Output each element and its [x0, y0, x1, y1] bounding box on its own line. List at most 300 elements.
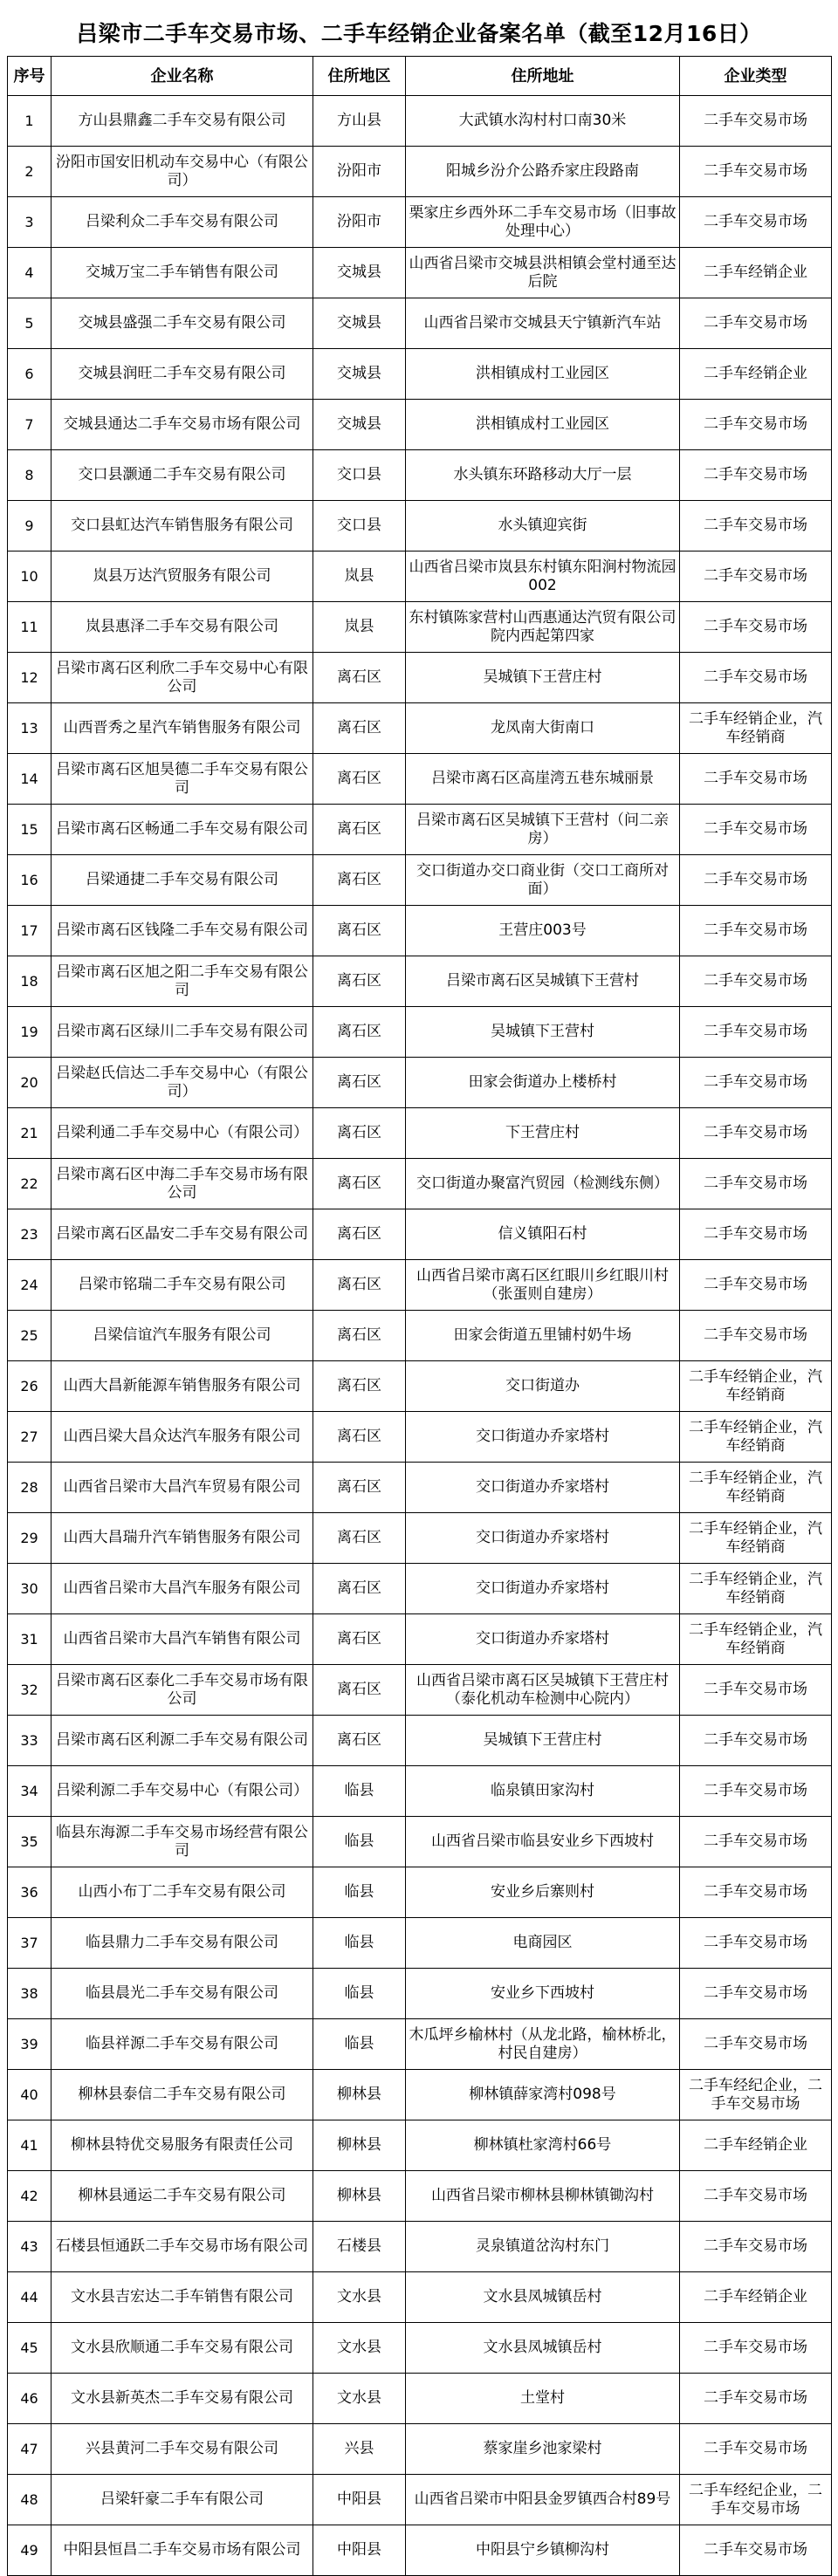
table-row: [8, 703, 832, 754]
cell-seq: 34: [8, 1766, 52, 1817]
cell-company-name: 石楼县恒通跃二手车交易市场有限公司: [52, 2222, 313, 2272]
table-row: [8, 1614, 832, 1665]
cell-area: 离石区: [313, 1058, 406, 1108]
cell-seq: 26: [8, 1361, 52, 1412]
table-row: [8, 147, 832, 197]
cell-company-name: 临县祥源二手车交易有限公司: [52, 2019, 313, 2070]
cell-company-name: 吕梁市离石区绿川二手车交易有限公司: [52, 1007, 313, 1058]
cell-company-name: 山西晋秀之星汽车销售服务有限公司: [52, 703, 313, 754]
cell-area: 离石区: [313, 1614, 406, 1665]
cell-seq: 10: [8, 552, 52, 602]
cell-area: 离石区: [313, 1665, 406, 1716]
cell-seq: 44: [8, 2272, 52, 2323]
cell-seq: 38: [8, 1969, 52, 2019]
cell-seq: 32: [8, 1665, 52, 1716]
cell-seq: 41: [8, 2120, 52, 2171]
cell-area: 离石区: [313, 703, 406, 754]
cell-company-name: 交城县通达二手车交易市场有限公司: [52, 400, 313, 450]
table-row: [8, 1716, 832, 1766]
cell-company-type: 二手车交易市场: [680, 450, 832, 501]
table-row: [8, 1969, 832, 2019]
cell-company-type: 二手车交易市场: [680, 1058, 832, 1108]
cell-company-name: 吕梁轩豪二手车有限公司: [52, 2475, 313, 2525]
cell-address: 洪相镇成村工业园区: [406, 400, 680, 450]
cell-address: 信义镇阳石村: [406, 1209, 680, 1260]
cell-seq: 5: [8, 298, 52, 349]
cell-company-type: 二手车交易市场: [680, 1108, 832, 1159]
cell-area: 临县: [313, 1766, 406, 1817]
cell-address: 蔡家崖乡池家梁村: [406, 2424, 680, 2475]
table-row: [8, 2120, 832, 2171]
cell-address: 洪相镇成村工业园区: [406, 349, 680, 400]
cell-company-name: 山西省吕梁市大昌汽车贸易有限公司: [52, 1463, 313, 1513]
cell-area: 石楼县: [313, 2222, 406, 2272]
cell-company-name: 山西吕梁大昌众达汽车服务有限公司: [52, 1412, 313, 1463]
cell-area: 中阳县: [313, 2475, 406, 2525]
cell-company-type: 二手车经销企业，汽车经销商: [680, 1463, 832, 1513]
header-company-name: 企业名称: [52, 57, 313, 96]
cell-company-name: 吕梁利通二手车交易中心（有限公司）: [52, 1108, 313, 1159]
cell-seq: 8: [8, 450, 52, 501]
cell-area: 临县: [313, 2019, 406, 2070]
cell-company-type: 二手车交易市场: [680, 906, 832, 956]
cell-address: 交口街道办交口商业街（交口工商所对面）: [406, 855, 680, 906]
cell-company-type: 二手车交易市场: [680, 2323, 832, 2374]
cell-company-type: 二手车交易市场: [680, 1716, 832, 1766]
cell-seq: 18: [8, 956, 52, 1007]
cell-company-name: 柳林县泰信二手车交易有限公司: [52, 2070, 313, 2120]
cell-area: 离石区: [313, 1260, 406, 1311]
cell-company-name: 吕梁利源二手车交易中心（有限公司）: [52, 1766, 313, 1817]
cell-company-type: 二手车交易市场: [680, 400, 832, 450]
table-row: [8, 2424, 832, 2475]
cell-company-type: 二手车交易市场: [680, 2171, 832, 2222]
table-row: [8, 298, 832, 349]
cell-company-type: 二手车经销企业，汽车经销商: [680, 1513, 832, 1564]
table-row: [8, 602, 832, 653]
cell-area: 离石区: [313, 906, 406, 956]
table-row: [8, 2323, 832, 2374]
table-row: [8, 1564, 832, 1614]
table-row: [8, 2070, 832, 2120]
cell-address: 阳城乡汾介公路乔家庄段路南: [406, 147, 680, 197]
cell-seq: 35: [8, 1817, 52, 1867]
table-row: [8, 1513, 832, 1564]
cell-company-name: 交城县盛强二手车交易有限公司: [52, 298, 313, 349]
cell-area: 柳林县: [313, 2120, 406, 2171]
cell-company-type: 二手车交易市场: [680, 2019, 832, 2070]
cell-area: 交城县: [313, 298, 406, 349]
cell-company-name: 岚县惠泽二手车交易有限公司: [52, 602, 313, 653]
table-row: [8, 1817, 832, 1867]
table-row: [8, 906, 832, 956]
cell-address: 木瓜坪乡榆林村（从龙北路，榆林桥北，村民自建房）: [406, 2019, 680, 2070]
cell-address: 山西省吕梁市离石区红眼川乡红眼川村（张蛋则自建房）: [406, 1260, 680, 1311]
cell-address: 临泉镇田家沟村: [406, 1766, 680, 1817]
cell-area: 岚县: [313, 552, 406, 602]
cell-company-name: 吕梁市离石区中海二手车交易市场有限公司: [52, 1159, 313, 1209]
cell-company-type: 二手车交易市场: [680, 2374, 832, 2424]
cell-company-type: 二手车交易市场: [680, 96, 832, 147]
cell-company-type: 二手车经销企业: [680, 2272, 832, 2323]
cell-company-name: 柳林县特优交易服务有限责任公司: [52, 2120, 313, 2171]
cell-area: 离石区: [313, 1412, 406, 1463]
cell-seq: 21: [8, 1108, 52, 1159]
cell-company-name: 山西大昌新能源车销售服务有限公司: [52, 1361, 313, 1412]
cell-company-type: 二手车交易市场: [680, 1007, 832, 1058]
cell-seq: 2: [8, 147, 52, 197]
cell-seq: 42: [8, 2171, 52, 2222]
header-address: 住所地址: [406, 57, 680, 96]
cell-company-type: 二手车交易市场: [680, 653, 832, 703]
cell-company-name: 吕梁利众二手车交易有限公司: [52, 197, 313, 248]
table-row: [8, 1058, 832, 1108]
cell-seq: 25: [8, 1311, 52, 1361]
cell-seq: 39: [8, 2019, 52, 2070]
cell-area: 交城县: [313, 400, 406, 450]
cell-company-type: 二手车交易市场: [680, 602, 832, 653]
cell-area: 交城县: [313, 349, 406, 400]
cell-seq: 30: [8, 1564, 52, 1614]
cell-company-name: 方山县鼎鑫二手车交易有限公司: [52, 96, 313, 147]
cell-seq: 3: [8, 197, 52, 248]
cell-company-type: 二手车交易市场: [680, 956, 832, 1007]
cell-seq: 11: [8, 602, 52, 653]
cell-seq: 12: [8, 653, 52, 703]
table-row: [8, 2374, 832, 2424]
cell-area: 离石区: [313, 754, 406, 805]
table-row: [8, 2272, 832, 2323]
cell-seq: 15: [8, 805, 52, 855]
cell-company-type: 二手车交易市场: [680, 501, 832, 552]
cell-company-type: 二手车经销企业: [680, 248, 832, 298]
cell-seq: 7: [8, 400, 52, 450]
table-row: [8, 197, 832, 248]
cell-company-name: 临县鼎力二手车交易有限公司: [52, 1918, 313, 1969]
cell-address: 安业乡下西坡村: [406, 1969, 680, 2019]
cell-seq: 1: [8, 96, 52, 147]
table-row: [8, 1159, 832, 1209]
cell-seq: 49: [8, 2525, 52, 2576]
cell-seq: 47: [8, 2424, 52, 2475]
table-row: [8, 653, 832, 703]
table-row: [8, 855, 832, 906]
table-row: [8, 96, 832, 147]
cell-area: 文水县: [313, 2272, 406, 2323]
table-row: [8, 1209, 832, 1260]
cell-seq: 45: [8, 2323, 52, 2374]
table-row: [8, 1918, 832, 1969]
table-row: [8, 1867, 832, 1918]
table-row: [8, 2171, 832, 2222]
cell-area: 离石区: [313, 956, 406, 1007]
cell-address: 交口街道办聚富汽贸园（检测线东侧）: [406, 1159, 680, 1209]
table-row: [8, 1311, 832, 1361]
cell-seq: 14: [8, 754, 52, 805]
cell-area: 离石区: [313, 1564, 406, 1614]
cell-area: 岚县: [313, 602, 406, 653]
cell-address: 交口街道办乔家塔村: [406, 1564, 680, 1614]
cell-address: 山西省吕梁市临县安业乡下西坡村: [406, 1817, 680, 1867]
cell-company-type: 二手车交易市场: [680, 855, 832, 906]
header-area: 住所地区: [313, 57, 406, 96]
cell-address: 柳林镇薛家湾村098号: [406, 2070, 680, 2120]
cell-area: 临县: [313, 1969, 406, 2019]
cell-seq: 20: [8, 1058, 52, 1108]
cell-address: 栗家庄乡西外环二手车交易市场（旧事故处理中心）: [406, 197, 680, 248]
cell-address: 吴城镇下王营庄村: [406, 1716, 680, 1766]
cell-company-name: 柳林县通运二手车交易有限公司: [52, 2171, 313, 2222]
cell-company-name: 吕梁市离石区钱隆二手车交易有限公司: [52, 906, 313, 956]
cell-company-type: 二手车交易市场: [680, 2525, 832, 2576]
cell-area: 柳林县: [313, 2070, 406, 2120]
table-row: [8, 1665, 832, 1716]
cell-seq: 33: [8, 1716, 52, 1766]
cell-address: 大武镇水沟村村口南30米: [406, 96, 680, 147]
cell-company-name: 吕梁市离石区旭昊德二手车交易有限公司: [52, 754, 313, 805]
cell-company-name: 吕梁通捷二手车交易有限公司: [52, 855, 313, 906]
cell-company-type: 二手车经销企业: [680, 2120, 832, 2171]
cell-area: 离石区: [313, 1311, 406, 1361]
cell-company-type: 二手车经销企业，汽车经销商: [680, 703, 832, 754]
cell-company-name: 山西省吕梁市大昌汽车销售有限公司: [52, 1614, 313, 1665]
cell-address: 交口街道办乔家塔村: [406, 1513, 680, 1564]
cell-area: 离石区: [313, 805, 406, 855]
cell-company-type: 二手车交易市场: [680, 1311, 832, 1361]
cell-seq: 24: [8, 1260, 52, 1311]
cell-address: 交口街道办: [406, 1361, 680, 1412]
cell-company-type: 二手车交易市场: [680, 1209, 832, 1260]
cell-address: 龙凤南大街南口: [406, 703, 680, 754]
cell-area: 汾阳市: [313, 197, 406, 248]
cell-company-name: 吕梁赵氏信达二手车交易中心（有限公司）: [52, 1058, 313, 1108]
cell-company-type: 二手车交易市场: [680, 1867, 832, 1918]
cell-company-name: 临县东海源二手车交易市场经营有限公司: [52, 1817, 313, 1867]
cell-area: 交口县: [313, 450, 406, 501]
cell-address: 吕梁市离石区吴城镇下王营村（问二亲房）: [406, 805, 680, 855]
table-row: [8, 400, 832, 450]
cell-area: 离石区: [313, 1716, 406, 1766]
cell-company-type: 二手车交易市场: [680, 1817, 832, 1867]
cell-company-type: 二手车经销企业，汽车经销商: [680, 1412, 832, 1463]
cell-area: 离石区: [313, 653, 406, 703]
cell-seq: 6: [8, 349, 52, 400]
cell-company-name: 吕梁市离石区利源二手车交易有限公司: [52, 1716, 313, 1766]
cell-area: 临县: [313, 1817, 406, 1867]
cell-address: 山西省吕梁市柳林县柳林镇锄沟村: [406, 2171, 680, 2222]
table-row: [8, 1412, 832, 1463]
cell-address: 吴城镇下王营村: [406, 1007, 680, 1058]
cell-address: 柳林镇杜家湾村66号: [406, 2120, 680, 2171]
cell-address: 灵泉镇道岔沟村东门: [406, 2222, 680, 2272]
cell-seq: 9: [8, 501, 52, 552]
cell-company-type: 二手车交易市场: [680, 2424, 832, 2475]
cell-seq: 16: [8, 855, 52, 906]
cell-address: 水头镇东环路移动大厅一层: [406, 450, 680, 501]
cell-company-type: 二手车经销企业，汽车经销商: [680, 1361, 832, 1412]
cell-area: 交城县: [313, 248, 406, 298]
cell-address: 中阳县宁乡镇柳沟村: [406, 2525, 680, 2576]
cell-area: 汾阳市: [313, 147, 406, 197]
cell-area: 离石区: [313, 1159, 406, 1209]
cell-company-name: 文水县欣顺通二手车交易有限公司: [52, 2323, 313, 2374]
cell-company-name: 吕梁市离石区利欣二手车交易中心有限公司: [52, 653, 313, 703]
table-row: [8, 956, 832, 1007]
cell-address: 下王营庄村: [406, 1108, 680, 1159]
registry-table: [7, 56, 832, 2576]
cell-company-name: 吕梁市离石区畅通二手车交易有限公司: [52, 805, 313, 855]
cell-company-name: 汾阳市国安旧机动车交易中心（有限公司）: [52, 147, 313, 197]
cell-address: 土堂村: [406, 2374, 680, 2424]
cell-company-name: 吕梁市离石区泰化二手车交易市场有限公司: [52, 1665, 313, 1716]
cell-company-type: 二手车交易市场: [680, 2222, 832, 2272]
header-seq: 序号: [8, 57, 52, 96]
cell-company-name: 吕梁市铭瑞二手车交易有限公司: [52, 1260, 313, 1311]
cell-area: 临县: [313, 1918, 406, 1969]
cell-area: 交口县: [313, 501, 406, 552]
table-row: [8, 1361, 832, 1412]
cell-area: 中阳县: [313, 2525, 406, 2576]
cell-address: 吴城镇下王营庄村: [406, 653, 680, 703]
cell-area: 离石区: [313, 1513, 406, 1564]
cell-address: 东村镇陈家营村山西惠通达汽贸有限公司院内西起第四家: [406, 602, 680, 653]
cell-seq: 22: [8, 1159, 52, 1209]
cell-address: 山西省吕梁市中阳县金罗镇西合村89号: [406, 2475, 680, 2525]
cell-address: 山西省吕梁市岚县东村镇东阳涧村物流园002: [406, 552, 680, 602]
cell-seq: 29: [8, 1513, 52, 1564]
cell-company-type: 二手车交易市场: [680, 1766, 832, 1817]
cell-company-name: 山西省吕梁市大昌汽车服务有限公司: [52, 1564, 313, 1614]
cell-company-name: 中阳县恒昌二手车交易市场有限公司: [52, 2525, 313, 2576]
cell-company-type: 二手车交易市场: [680, 1969, 832, 2019]
cell-company-name: 交城县润旺二手车交易有限公司: [52, 349, 313, 400]
table-row: [8, 1463, 832, 1513]
cell-address: 电商园区: [406, 1918, 680, 1969]
table-row: [8, 349, 832, 400]
table-row: [8, 2525, 832, 2576]
cell-seq: 40: [8, 2070, 52, 2120]
cell-area: 离石区: [313, 1108, 406, 1159]
table-row: [8, 2222, 832, 2272]
cell-company-name: 临县晨光二手车交易有限公司: [52, 1969, 313, 2019]
cell-seq: 28: [8, 1463, 52, 1513]
cell-area: 文水县: [313, 2374, 406, 2424]
cell-company-name: 山西大昌瑞升汽车销售服务有限公司: [52, 1513, 313, 1564]
cell-seq: 13: [8, 703, 52, 754]
cell-company-type: 二手车经销企业: [680, 349, 832, 400]
cell-seq: 46: [8, 2374, 52, 2424]
cell-area: 离石区: [313, 1007, 406, 1058]
cell-company-type: 二手车交易市场: [680, 1159, 832, 1209]
cell-seq: 37: [8, 1918, 52, 1969]
table-row: [8, 754, 832, 805]
cell-address: 交口街道办乔家塔村: [406, 1614, 680, 1665]
cell-area: 离石区: [313, 1209, 406, 1260]
cell-address: 交口街道办乔家塔村: [406, 1463, 680, 1513]
cell-area: 柳林县: [313, 2171, 406, 2222]
cell-address: 文水县凤城镇岳村: [406, 2272, 680, 2323]
cell-address: 田家会街道办上楼桥村: [406, 1058, 680, 1108]
cell-company-type: 二手车交易市场: [680, 552, 832, 602]
table-row: [8, 248, 832, 298]
table-row: [8, 450, 832, 501]
cell-address: 田家会街道五里铺村奶牛场: [406, 1311, 680, 1361]
cell-company-type: 二手车交易市场: [680, 1665, 832, 1716]
cell-address: 王营庄003号: [406, 906, 680, 956]
table-row: [8, 552, 832, 602]
cell-seq: 31: [8, 1614, 52, 1665]
cell-area: 离石区: [313, 1361, 406, 1412]
cell-address: 交口街道办乔家塔村: [406, 1412, 680, 1463]
table-row: [8, 1260, 832, 1311]
cell-seq: 4: [8, 248, 52, 298]
document-title: 吕梁市二手车交易市场、二手车经销企业备案名单（截至12月16日）: [76, 21, 762, 46]
cell-company-name: 吕梁市离石区旭之阳二手车交易有限公司: [52, 956, 313, 1007]
cell-address: 吕梁市离石区高崖湾五巷东城丽景: [406, 754, 680, 805]
cell-area: 临县: [313, 1867, 406, 1918]
table-body: [8, 96, 832, 2576]
table-header-row: [8, 57, 832, 96]
cell-area: 兴县: [313, 2424, 406, 2475]
cell-area: 文水县: [313, 2323, 406, 2374]
table-row: [8, 2019, 832, 2070]
table-row: [8, 805, 832, 855]
table-row: [8, 501, 832, 552]
cell-company-type: 二手车经销企业，汽车经销商: [680, 1564, 832, 1614]
cell-company-name: 文水县吉宏达二手车销售有限公司: [52, 2272, 313, 2323]
cell-company-type: 二手车交易市场: [680, 805, 832, 855]
cell-seq: 48: [8, 2475, 52, 2525]
cell-company-name: 吕梁市离石区晶安二手车交易有限公司: [52, 1209, 313, 1260]
cell-seq: 19: [8, 1007, 52, 1058]
cell-company-name: 岚县万达汽贸服务有限公司: [52, 552, 313, 602]
cell-company-type: 二手车交易市场: [680, 197, 832, 248]
table-row: [8, 2475, 832, 2525]
cell-address: 山西省吕梁市交城县天宁镇新汽车站: [406, 298, 680, 349]
cell-company-type: 二手车经销企业，汽车经销商: [680, 1614, 832, 1665]
cell-company-type: 二手车交易市场: [680, 754, 832, 805]
cell-company-type: 二手车经纪企业，二手车交易市场: [680, 2070, 832, 2120]
cell-area: 离石区: [313, 855, 406, 906]
cell-company-type: 二手车经纪企业，二手车交易市场: [680, 2475, 832, 2525]
cell-seq: 23: [8, 1209, 52, 1260]
cell-company-name: 交城万宝二手车销售有限公司: [52, 248, 313, 298]
cell-address: 水头镇迎宾街: [406, 501, 680, 552]
cell-company-name: 文水县新英杰二手车交易有限公司: [52, 2374, 313, 2424]
table-row: [8, 1007, 832, 1058]
cell-company-name: 交口县虹达汽车销售服务有限公司: [52, 501, 313, 552]
cell-seq: 43: [8, 2222, 52, 2272]
cell-company-name: 兴县黄河二手车交易有限公司: [52, 2424, 313, 2475]
cell-area: 离石区: [313, 1463, 406, 1513]
cell-company-type: 二手车交易市场: [680, 1260, 832, 1311]
cell-seq: 36: [8, 1867, 52, 1918]
cell-company-name: 交口县灏通二手车交易有限公司: [52, 450, 313, 501]
table-row: [8, 1766, 832, 1817]
cell-address: 安业乡后寨则村: [406, 1867, 680, 1918]
table-row: [8, 1108, 832, 1159]
cell-address: 吕梁市离石区吴城镇下王营村: [406, 956, 680, 1007]
cell-company-type: 二手车交易市场: [680, 298, 832, 349]
cell-address: 文水县凤城镇岳村: [406, 2323, 680, 2374]
cell-area: 方山县: [313, 96, 406, 147]
cell-company-name: 吕梁信谊汽车服务有限公司: [52, 1311, 313, 1361]
cell-seq: 27: [8, 1412, 52, 1463]
cell-company-type: 二手车交易市场: [680, 1918, 832, 1969]
cell-address: 山西省吕梁市交城县洪相镇会堂村通至达后院: [406, 248, 680, 298]
header-company-type: 企业类型: [680, 57, 832, 96]
cell-company-name: 山西小布丁二手车交易有限公司: [52, 1867, 313, 1918]
